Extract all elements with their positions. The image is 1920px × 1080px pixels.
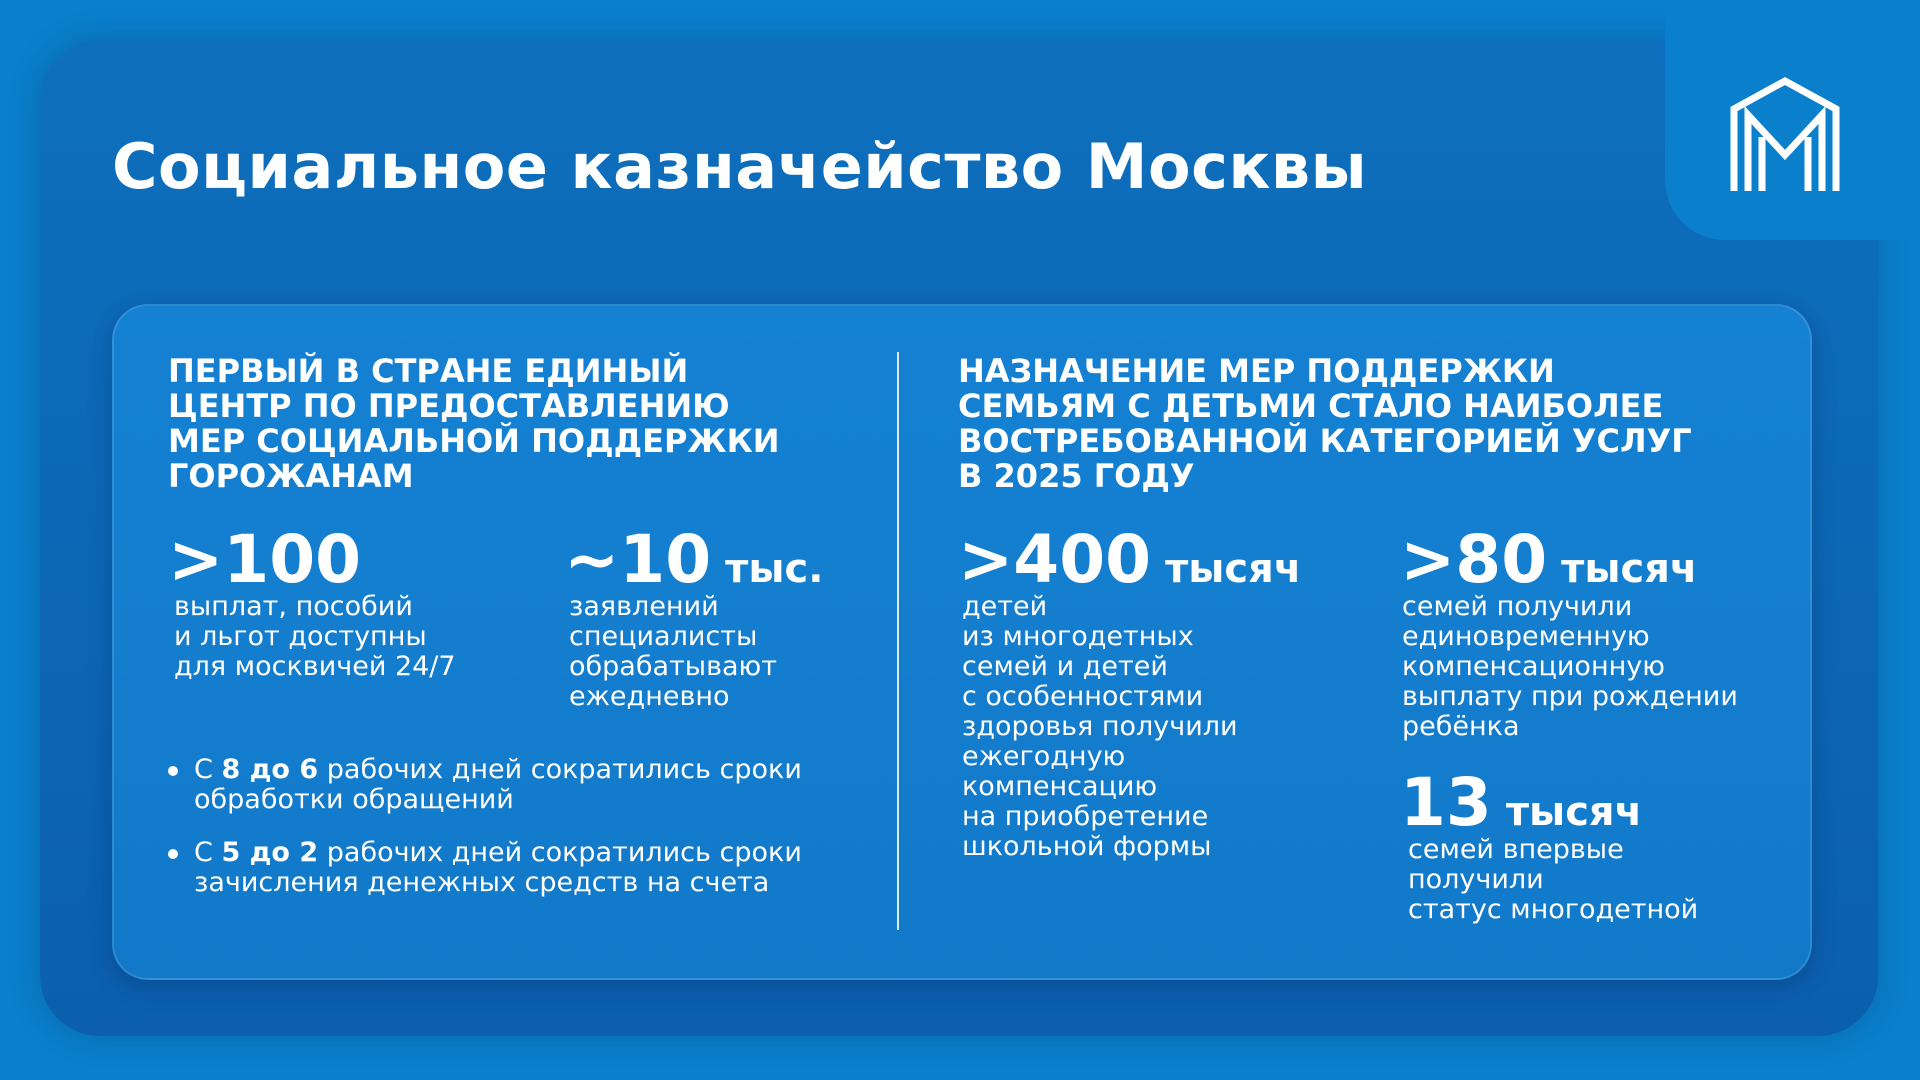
left-stat-2-desc: заявлений специалисты обрабатывают ежедневно [569, 591, 778, 712]
right-stat-3-value: 13 тысяч [1400, 764, 1643, 841]
left-bullet-1: С 8 до 6 рабочих дней сократились сроки обработки обращений [168, 755, 868, 815]
right-stat-1-desc: детей из многодетных семей и детей с особенностями здоровья получили ежегодную компенсацию на приобретение школьной формы [962, 591, 1238, 862]
bullet-dot-icon [168, 849, 178, 859]
moscow-m-logo-icon [1730, 75, 1840, 193]
right-stat-2-value: >80 тысяч [1400, 521, 1698, 598]
bullet-dot-icon [168, 766, 178, 776]
left-bullet-2: С 5 до 2 рабочих дней сократились сроки зачисления денежных средств на счета [168, 838, 868, 898]
column-divider [897, 352, 899, 930]
left-stat-1-desc: выплат, пособий и льгот доступны для москвичей 24/7 [174, 591, 456, 682]
right-heading: НАЗНАЧЕНИЕ МЕР ПОДДЕРЖКИ СЕМЬЯМ С ДЕТЬМИ СТАЛО НАИБОЛЕЕ ВОСТРЕБОВАННОЙ КАТЕГОРИЕЙ УСЛУГ В 2025 ГОДУ [958, 352, 1692, 495]
right-stat-3-desc: семей впервые получили статус многодетной [1408, 834, 1699, 925]
right-stat-2-desc: семей получили единовременную компенсационную выплату при рождении ребёнка [1402, 591, 1738, 742]
left-stat-2-value: ~10 тыс. [564, 521, 824, 598]
left-heading: ПЕРВЫЙ В СТРАНЕ ЕДИНЫЙ ЦЕНТР ПО ПРЕДОСТАВЛЕНИЮ МЕР СОЦИАЛЬНОЙ ПОДДЕРЖКИ ГОРОЖАНАМ [168, 352, 780, 495]
page-title: Социальное казначейство Москвы [112, 130, 1368, 203]
left-stat-1-value: >100 [168, 521, 362, 598]
right-stat-1-value: >400 тысяч [958, 521, 1302, 598]
